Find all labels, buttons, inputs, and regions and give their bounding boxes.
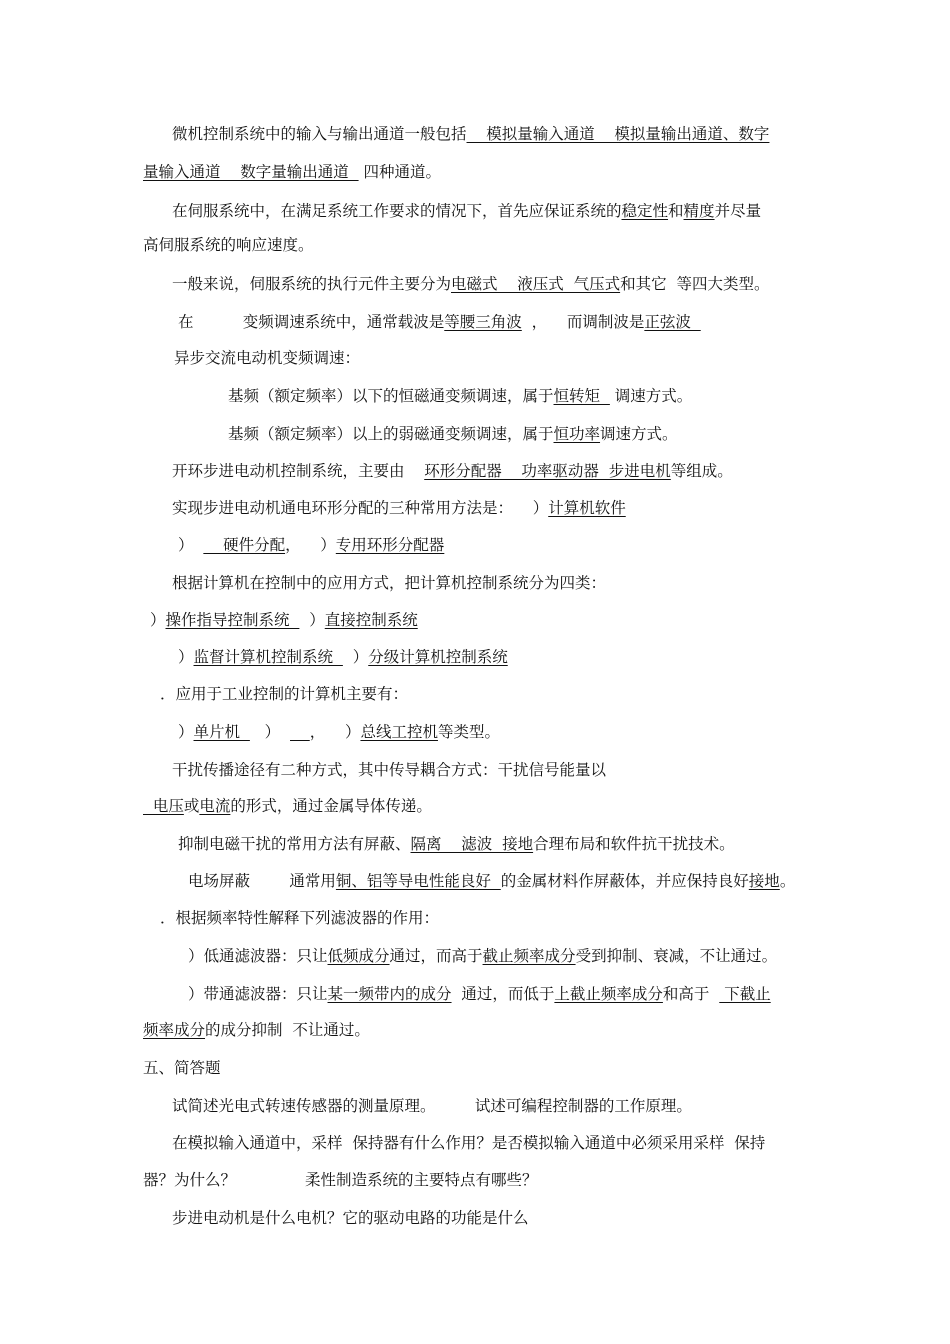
text-segment: ， ） bbox=[285, 536, 336, 554]
text-segment: 五、简答题 bbox=[143, 1059, 221, 1077]
text-segment: 基频（额定频率）以上的弱磁通变频调速，属于 bbox=[228, 425, 554, 443]
answer-blank: 低频成分 bbox=[327, 947, 390, 965]
text-segment: 等类型。 bbox=[437, 723, 500, 741]
answer-blank: 单片机 bbox=[193, 723, 250, 741]
text-line bbox=[143, 1057, 221, 1079]
text-segment: 通过，而高于 bbox=[389, 947, 483, 965]
answer-blank: 恒转矩 bbox=[553, 387, 610, 405]
text-segment: 的形式，通过金属导体传递。 bbox=[230, 797, 432, 815]
text-segment: 在模拟输入通道中，采样 保持器有什么作用？是否模拟输入通道中必须采用采样 保持 bbox=[172, 1134, 766, 1152]
text-segment: 实现步进电动机通电环形分配的三种常用方法是： ） bbox=[172, 499, 549, 517]
answer-blank: 电磁式 液压式 气压式 bbox=[451, 275, 621, 293]
text-segment: ） bbox=[299, 611, 325, 629]
answer-blank: 隔离 滤波 接地 bbox=[410, 835, 534, 853]
text-line bbox=[172, 497, 626, 519]
text-segment: 和高于 bbox=[662, 985, 720, 1003]
text-line bbox=[178, 534, 444, 556]
answer-blank: 上截止频率成分 bbox=[554, 985, 663, 1003]
text-segment: 。 bbox=[779, 872, 796, 890]
text-segment: ） bbox=[178, 536, 204, 554]
text-segment: 通过，而低于 bbox=[451, 985, 555, 1003]
text-line bbox=[188, 870, 795, 892]
text-segment: 抑制电磁干扰的常用方法有屏蔽、 bbox=[178, 835, 411, 853]
answer-blank: 环形分配器 功率驱动器 步进电机 bbox=[424, 462, 671, 480]
answer-blank: 某一频带内的成分 bbox=[327, 985, 452, 1003]
text-segment: 根据计算机在控制中的应用方式，把计算机控制系统分为四类： bbox=[172, 574, 607, 592]
text-segment: 调速方式。 bbox=[600, 425, 678, 443]
text-segment: 和 bbox=[668, 202, 684, 220]
text-segment: 干扰传播途径有二种方式，其中传导耦合方式：干扰信号能量以 bbox=[172, 761, 607, 779]
text-segment: ） bbox=[342, 648, 369, 666]
text-line bbox=[178, 833, 735, 855]
text-segment: ） bbox=[150, 611, 166, 629]
text-line bbox=[172, 1132, 765, 1154]
text-segment: 器？为什么？ 柔性制造系统的主要特点有哪些？ bbox=[143, 1171, 538, 1189]
answer-blank: 下截止 bbox=[719, 985, 771, 1003]
text-segment: 开环步进电动机控制系统，主要由 bbox=[172, 462, 425, 480]
text-line bbox=[178, 646, 508, 668]
text-segment: 和其它 等四大类型。 bbox=[620, 275, 770, 293]
answer-blank: 量输入通道 数字量输出通道 bbox=[143, 163, 359, 181]
text-line bbox=[228, 385, 692, 407]
text-segment: 并尽量 bbox=[714, 202, 762, 220]
text-segment: 电场屏蔽 通常用 bbox=[188, 872, 336, 890]
answer-blank: 稳定性 bbox=[621, 202, 669, 220]
answer-blank: 专用环形分配器 bbox=[335, 536, 445, 554]
answer-blank: 分级计算机控制系统 bbox=[368, 648, 508, 666]
answer-blank bbox=[290, 723, 310, 741]
text-segment: ） bbox=[178, 648, 194, 666]
text-segment: 异步交流电动机变频调速： bbox=[174, 349, 361, 367]
text-segment: 调速方式。 bbox=[609, 387, 693, 405]
text-segment: 的成分抑制 不让通过。 bbox=[205, 1021, 370, 1039]
answer-blank: 铜、铝等导电性能良好 bbox=[335, 872, 501, 890]
text-line bbox=[143, 1019, 370, 1041]
answer-blank: 等腰三角波 bbox=[444, 313, 522, 331]
answer-blank: 监督计算机控制系统 bbox=[193, 648, 343, 666]
text-line bbox=[143, 234, 314, 256]
text-line bbox=[172, 1095, 692, 1117]
text-segment: 试简述光电式转速传感器的测量原理。 试述可编程控制器的工作原理。 bbox=[172, 1097, 692, 1115]
text-segment: ．应用于工业控制的计算机主要有： bbox=[160, 685, 409, 703]
text-line bbox=[172, 759, 606, 781]
text-line bbox=[143, 1169, 537, 1191]
text-segment: 微机控制系统中的输入与输出通道一般包括 bbox=[172, 125, 467, 143]
answer-blank: 电压 bbox=[143, 797, 184, 815]
text-line bbox=[160, 907, 439, 929]
answer-blank: 计算机软件 bbox=[548, 499, 626, 517]
text-line bbox=[178, 311, 701, 333]
text-line bbox=[160, 683, 408, 705]
text-segment: 一般来说，伺服系统的执行元件主要分为 bbox=[172, 275, 452, 293]
answer-blank: 正弦波 bbox=[644, 313, 701, 331]
text-segment: ．根据频率特性解释下列滤波器的作用： bbox=[160, 909, 440, 927]
answer-blank: 硬件分配 bbox=[203, 536, 286, 554]
text-segment: 高伺服系统的响应速度。 bbox=[143, 236, 314, 254]
text-segment: 的金属材料作屏蔽体，并应保持良好 bbox=[500, 872, 749, 890]
text-segment: ， 而调制波是 bbox=[521, 313, 645, 331]
text-segment: 基频（额定频率）以下的恒磁通变频调速，属于 bbox=[228, 387, 554, 405]
answer-blank: 操作指导控制系统 bbox=[165, 611, 300, 629]
text-line bbox=[174, 347, 360, 369]
text-line bbox=[172, 460, 733, 482]
text-line bbox=[172, 273, 769, 295]
text-line bbox=[143, 795, 432, 817]
text-line bbox=[188, 945, 777, 967]
answer-blank: 直接控制系统 bbox=[324, 611, 418, 629]
answer-blank: 总线工控机 bbox=[360, 723, 438, 741]
text-segment: 或 bbox=[183, 797, 200, 815]
answer-blank: 精度 bbox=[683, 202, 715, 220]
text-line bbox=[188, 983, 771, 1005]
text-segment: 等组成。 bbox=[670, 462, 733, 480]
text-segment: 受到抑制、衰减，不让通过。 bbox=[575, 947, 778, 965]
text-segment: ） bbox=[249, 723, 291, 741]
text-line bbox=[178, 721, 500, 743]
text-segment: 四种通道。 bbox=[358, 163, 442, 181]
answer-blank: 恒功率 bbox=[553, 425, 601, 443]
text-segment: 步进电动机是什么电机？它的驱动电路的功能是什么 bbox=[172, 1209, 529, 1227]
text-line bbox=[172, 200, 761, 222]
text-segment: 在伺服系统中，在满足系统工作要求的情况下，首先应保证系统的 bbox=[172, 202, 622, 220]
answer-blank: 频率成分 bbox=[143, 1021, 206, 1039]
text-line bbox=[150, 609, 418, 631]
answer-blank: 电流 bbox=[199, 797, 231, 815]
text-line bbox=[143, 161, 441, 183]
text-line bbox=[172, 123, 769, 145]
text-line bbox=[172, 572, 606, 594]
text-segment: ， ） bbox=[309, 723, 361, 741]
text-line bbox=[172, 1207, 529, 1229]
text-segment: ） bbox=[178, 723, 194, 741]
text-segment: ）低通滤波器：只让 bbox=[188, 947, 328, 965]
text-segment: ）带通滤波器：只让 bbox=[188, 985, 328, 1003]
text-line bbox=[228, 423, 678, 445]
answer-blank: 模拟量输入通道 模拟量输出通道、数字 bbox=[466, 125, 770, 143]
text-segment: 在 变频调速系统中，通常载波是 bbox=[178, 313, 445, 331]
text-segment: 合理布局和软件抗干扰技术。 bbox=[533, 835, 735, 853]
answer-blank: 截止频率成分 bbox=[482, 947, 576, 965]
answer-blank: 接地 bbox=[748, 872, 780, 890]
